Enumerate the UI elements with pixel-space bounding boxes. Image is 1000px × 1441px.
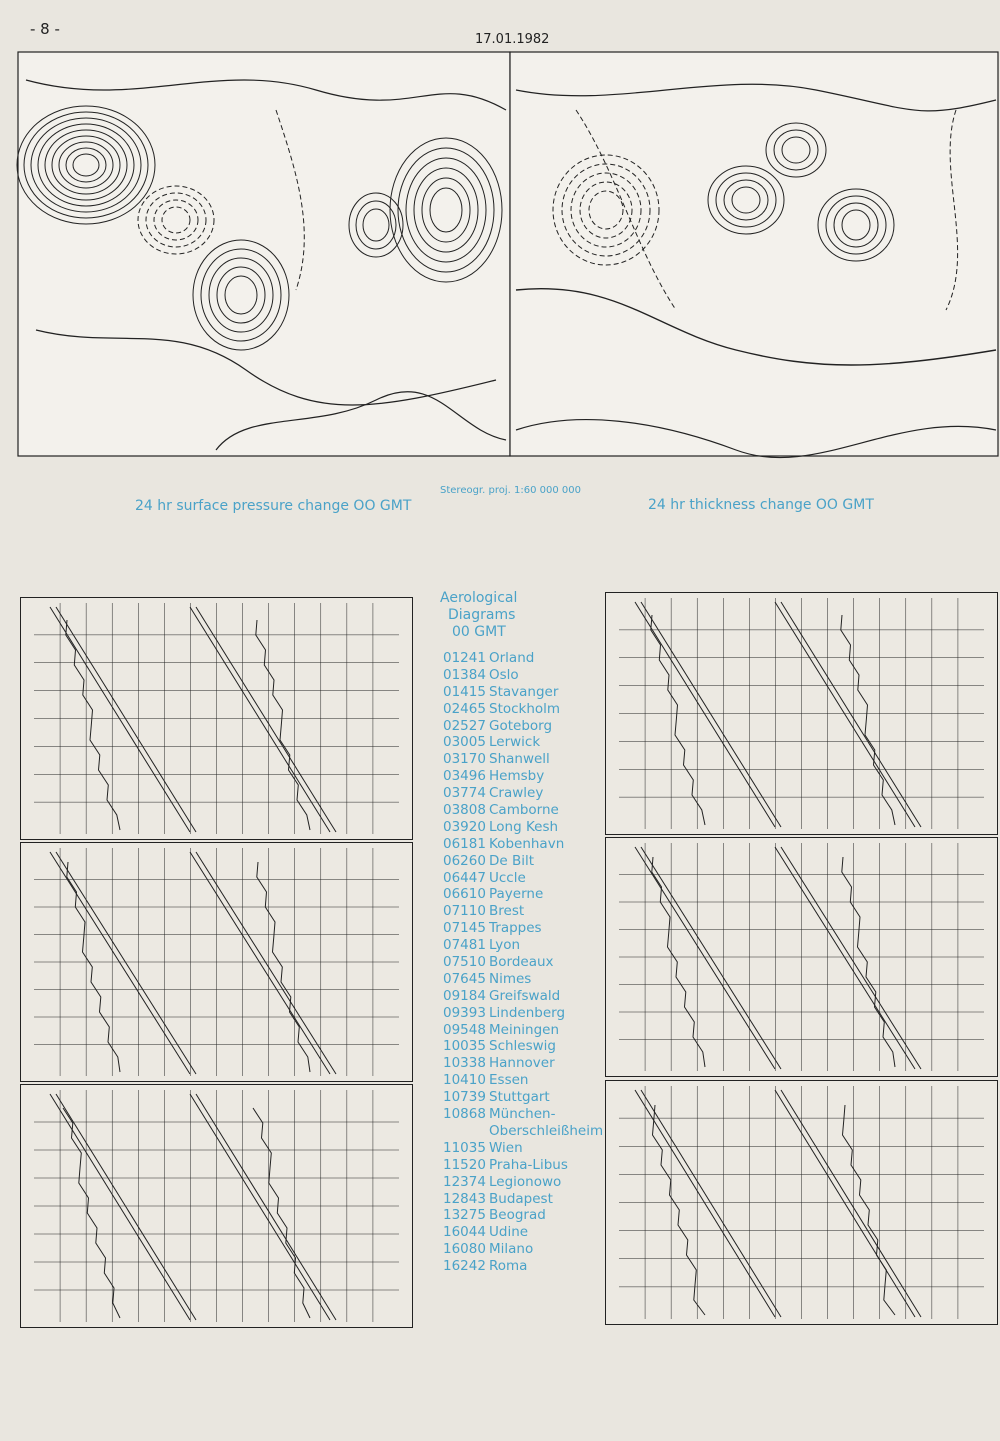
station-id: 06447 — [443, 869, 486, 886]
sounding-trace — [257, 862, 310, 1072]
adiabat-line — [781, 1090, 921, 1317]
station-name: Wien — [489, 1139, 523, 1156]
adiabat-line — [50, 607, 190, 832]
station-name: Budapest — [489, 1190, 553, 1207]
station-row — [443, 1241, 603, 1258]
station-id: 02527 — [443, 717, 486, 734]
station-row — [443, 734, 603, 751]
station-row — [443, 1089, 603, 1106]
station-name: Roma — [489, 1258, 528, 1275]
station-row — [443, 903, 603, 920]
adiabat-line — [196, 852, 336, 1074]
aerological-title-line1: Aerological — [440, 590, 518, 606]
station-id: 01384 — [443, 666, 486, 683]
station-row — [443, 1005, 603, 1022]
station-row — [443, 1174, 603, 1191]
aerological-diagram — [20, 597, 413, 840]
aerological-title-line2: Diagrams — [448, 607, 516, 623]
adiabat-line — [56, 852, 196, 1074]
station-name: München- — [489, 1106, 556, 1123]
adiabat-line — [56, 1094, 196, 1320]
station-id: 10035 — [443, 1038, 486, 1055]
adiabat-line — [775, 847, 915, 1069]
adiabat-line — [635, 1090, 775, 1317]
station-id: 01241 — [443, 650, 486, 666]
sounding-trace — [63, 1108, 120, 1318]
station-name: Orland — [489, 650, 535, 666]
thickness-caption: 24 hr thickness change OO GMT — [648, 497, 874, 513]
station-name: Greifswald — [489, 987, 561, 1004]
station-name: Shanwell — [489, 751, 550, 768]
aerological-diagram — [605, 592, 998, 835]
station-id: 10868 — [443, 1106, 486, 1123]
station-id: 01415 — [443, 683, 486, 700]
station-row — [443, 870, 603, 887]
station-id: 16080 — [443, 1241, 486, 1258]
adiabat-line — [641, 1090, 781, 1317]
station-id: 11035 — [443, 1139, 486, 1156]
thickness-map-frame — [510, 52, 998, 456]
station-id: 03496 — [443, 768, 486, 785]
station-row — [443, 836, 603, 853]
station-row — [443, 988, 603, 1005]
station-row — [443, 971, 603, 988]
station-row — [443, 819, 603, 836]
station-row — [443, 1072, 603, 1089]
sounding-trace — [651, 615, 705, 825]
projection-note: Stereogr. proj. 1:60 000 000 — [440, 485, 581, 496]
station-id: 12374 — [443, 1173, 486, 1190]
station-name: De Bilt — [489, 852, 535, 869]
adiabat-line — [50, 852, 190, 1074]
station-row — [443, 802, 603, 819]
station-name: Lyon — [489, 937, 521, 954]
station-name: Camborne — [489, 802, 559, 819]
station-id: 09184 — [443, 987, 486, 1004]
station-row — [443, 785, 603, 802]
station-id: 09393 — [443, 1004, 486, 1021]
adiabat-line — [781, 847, 921, 1069]
station-name: Oslo — [489, 666, 519, 683]
station-row — [443, 701, 603, 718]
station-row — [443, 1157, 603, 1174]
station-name: Milano — [489, 1241, 534, 1258]
station-row — [443, 1258, 603, 1275]
station-name: Trappes — [489, 920, 542, 937]
adiabat-line — [781, 602, 921, 827]
station-id: 03808 — [443, 802, 486, 819]
adiabat-line — [635, 847, 775, 1069]
station-name: Uccle — [489, 869, 526, 886]
station-name: Stockholm — [489, 700, 561, 717]
sounding-trace — [253, 1108, 310, 1318]
station-name: Oberschleißheim — [489, 1122, 604, 1139]
station-name: Payerne — [489, 886, 544, 903]
station-id: 10338 — [443, 1055, 486, 1072]
station-id: 11520 — [443, 1156, 486, 1173]
adiabat-line — [196, 607, 336, 832]
station-name: Kobenhavn — [489, 835, 565, 852]
station-name: Goteborg — [489, 717, 553, 734]
station-name: Stuttgart — [489, 1089, 550, 1106]
station-row — [443, 1191, 603, 1208]
page-number: - 8 - — [30, 20, 60, 38]
station-id: 07145 — [443, 920, 486, 937]
station-row — [443, 1106, 603, 1123]
station-id: 07481 — [443, 937, 486, 954]
station-id: 02465 — [443, 700, 486, 717]
station-row — [443, 954, 603, 971]
station-row — [443, 1022, 603, 1039]
map-date: 17.01.1982 — [475, 32, 550, 47]
station-row — [443, 768, 603, 785]
weather-maps — [16, 50, 1000, 460]
sounding-trace — [843, 1105, 896, 1315]
station-row — [443, 1224, 603, 1241]
station-row — [443, 751, 603, 768]
adiabat-line — [190, 852, 330, 1074]
station-id: 03774 — [443, 785, 486, 802]
station-name: Lerwick — [489, 734, 541, 751]
station-id: 13275 — [443, 1207, 486, 1224]
station-id: 03170 — [443, 751, 486, 768]
station-name: Praha-Libus — [489, 1156, 568, 1173]
sounding-trace — [842, 857, 895, 1067]
station-name: Beograd — [489, 1207, 546, 1224]
station-row — [443, 1123, 603, 1140]
station-name: Nimes — [489, 970, 532, 987]
station-row — [443, 667, 603, 684]
station-row — [443, 853, 603, 870]
station-id: 06610 — [443, 886, 486, 903]
station-name: Meiningen — [489, 1021, 559, 1038]
station-row — [443, 886, 603, 903]
station-row — [443, 718, 603, 735]
station-id: 07110 — [443, 903, 486, 920]
station-id: 10410 — [443, 1072, 486, 1089]
station-name: Lindenberg — [489, 1004, 566, 1021]
aerological-diagram — [20, 842, 413, 1082]
station-id: 03920 — [443, 818, 486, 835]
aerological-title — [440, 590, 517, 641]
station-id: 07645 — [443, 970, 486, 987]
aerological-title-line3: 00 GMT — [452, 624, 506, 640]
adiabat-line — [635, 602, 775, 827]
aerological-diagram — [605, 1080, 998, 1325]
adiabat-line — [641, 847, 781, 1069]
surface-pressure-caption: 24 hr surface pressure change OO GMT — [135, 498, 412, 514]
station-id: 06260 — [443, 852, 486, 869]
station-row — [443, 684, 603, 701]
station-row — [443, 1207, 603, 1224]
station-row — [443, 1140, 603, 1157]
adiabat-line — [641, 602, 781, 827]
aerological-diagram — [605, 837, 998, 1077]
station-row — [443, 1038, 603, 1055]
station-name: Long Kesh — [489, 818, 559, 835]
station-row — [443, 1055, 603, 1072]
station-name: Stavanger — [489, 683, 559, 700]
station-name: Udine — [489, 1224, 529, 1241]
station-name: Hannover — [489, 1055, 555, 1072]
station-id: 12843 — [443, 1190, 486, 1207]
station-id: 16242 — [443, 1258, 486, 1275]
adiabat-line — [190, 1094, 330, 1320]
station-id: 16044 — [443, 1224, 486, 1241]
station-row — [443, 920, 603, 937]
station-row — [443, 937, 603, 954]
station-name: Essen — [489, 1072, 529, 1089]
adiabat-line — [50, 1094, 190, 1320]
adiabat-line — [196, 1094, 336, 1320]
station-name: Hemsby — [489, 768, 545, 785]
station-name: Schleswig — [489, 1038, 556, 1055]
station-id: 03005 — [443, 734, 486, 751]
adiabat-line — [775, 1090, 915, 1317]
station-name: Bordeaux — [489, 954, 554, 971]
station-list — [443, 650, 603, 1275]
adiabat-line — [56, 607, 196, 832]
aerological-diagram — [20, 1084, 413, 1328]
station-row — [443, 650, 603, 667]
station-name: Crawley — [489, 785, 544, 802]
station-id: 10739 — [443, 1089, 486, 1106]
station-name: Brest — [489, 903, 525, 920]
station-id: 09548 — [443, 1021, 486, 1038]
station-name: Legionowo — [489, 1173, 562, 1190]
station-id: 07510 — [443, 954, 486, 971]
station-id: 06181 — [443, 835, 486, 852]
sounding-trace — [66, 620, 120, 830]
